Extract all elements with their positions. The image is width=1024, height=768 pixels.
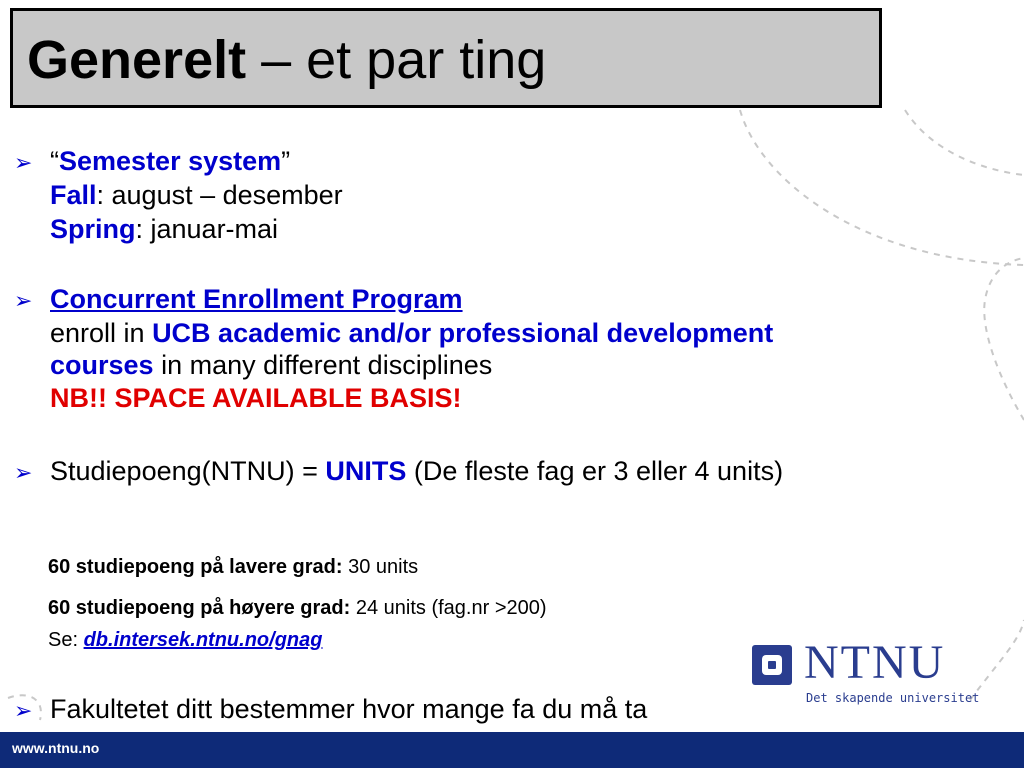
units-rest: (De fleste fag er 3 eller 4 units): [406, 456, 784, 486]
semester-close-quote: ”: [281, 146, 291, 176]
gnag-link[interactable]: db.intersek.ntnu.no/gnag: [83, 629, 323, 651]
units-pre: Studiepoeng(NTNU) =: [50, 456, 326, 486]
units-line: [50, 458, 783, 485]
units-bold: UNITS: [325, 456, 407, 486]
ntnu-logo-mark-icon: [752, 645, 792, 685]
concurrent-courses-rest: in many different disciplines: [153, 350, 493, 380]
concurrent-line-3: [50, 352, 492, 379]
concurrent-enroll-pre: enroll in: [50, 318, 153, 348]
bullet-arrow-icon: ➢: [14, 698, 33, 723]
faculty-line: [50, 696, 647, 723]
spring-text: : januar-mai: [135, 214, 279, 244]
higher-degree-label: 60 studiepoeng på høyere grad:: [48, 597, 351, 619]
footer-bar: [0, 732, 1024, 768]
semester-heading: [50, 148, 290, 175]
space-available-warning: [50, 385, 462, 412]
bullet-arrow-icon: ➢: [14, 150, 33, 175]
spring-label: Spring: [50, 214, 136, 244]
ntnu-logo-tagline: Det skapende universitet: [806, 691, 980, 705]
ntnu-logo-word: NTNU: [804, 636, 946, 689]
faculty-text: Fakultetet ditt bestemmer hvor mange fa du må ta: [50, 694, 648, 724]
higher-degree-value: 24 units (fag.nr >200): [350, 597, 547, 619]
lower-degree-note: [48, 557, 418, 577]
fall-line: [50, 182, 343, 209]
lower-degree-value: 30 units: [342, 556, 419, 578]
title-bold: Generelt: [27, 30, 247, 90]
semester-open-quote: “: [50, 146, 59, 176]
ntnu-logo: [752, 636, 1002, 715]
spring-line: [50, 216, 278, 243]
see-note: [48, 630, 322, 650]
see-label: Se:: [48, 629, 84, 651]
title-rest: – et par ting: [246, 30, 547, 90]
semester-label: Semester system: [59, 146, 282, 176]
footer-url[interactable]: www.ntnu.no: [12, 740, 100, 756]
fall-text: : august – desember: [96, 180, 343, 210]
title-box: [10, 8, 882, 108]
bullet-arrow-icon: ➢: [14, 460, 33, 485]
fall-label: Fall: [50, 180, 97, 210]
lower-degree-label: 60 studiepoeng på lavere grad:: [48, 556, 343, 578]
higher-degree-note: [48, 598, 547, 618]
bullet-arrow-icon: ➢: [14, 288, 33, 313]
page-title: [27, 30, 547, 90]
concurrent-courses-bold: courses: [50, 350, 154, 380]
concurrent-heading: [50, 286, 463, 313]
nb-warning-text: NB!! SPACE AVAILABLE BASIS!: [50, 383, 462, 413]
concurrent-enrollment-link[interactable]: Concurrent Enrollment Program: [50, 284, 463, 314]
concurrent-ucb-bold: UCB academic and/or professional development: [152, 318, 774, 348]
concurrent-line-2: [50, 320, 773, 347]
